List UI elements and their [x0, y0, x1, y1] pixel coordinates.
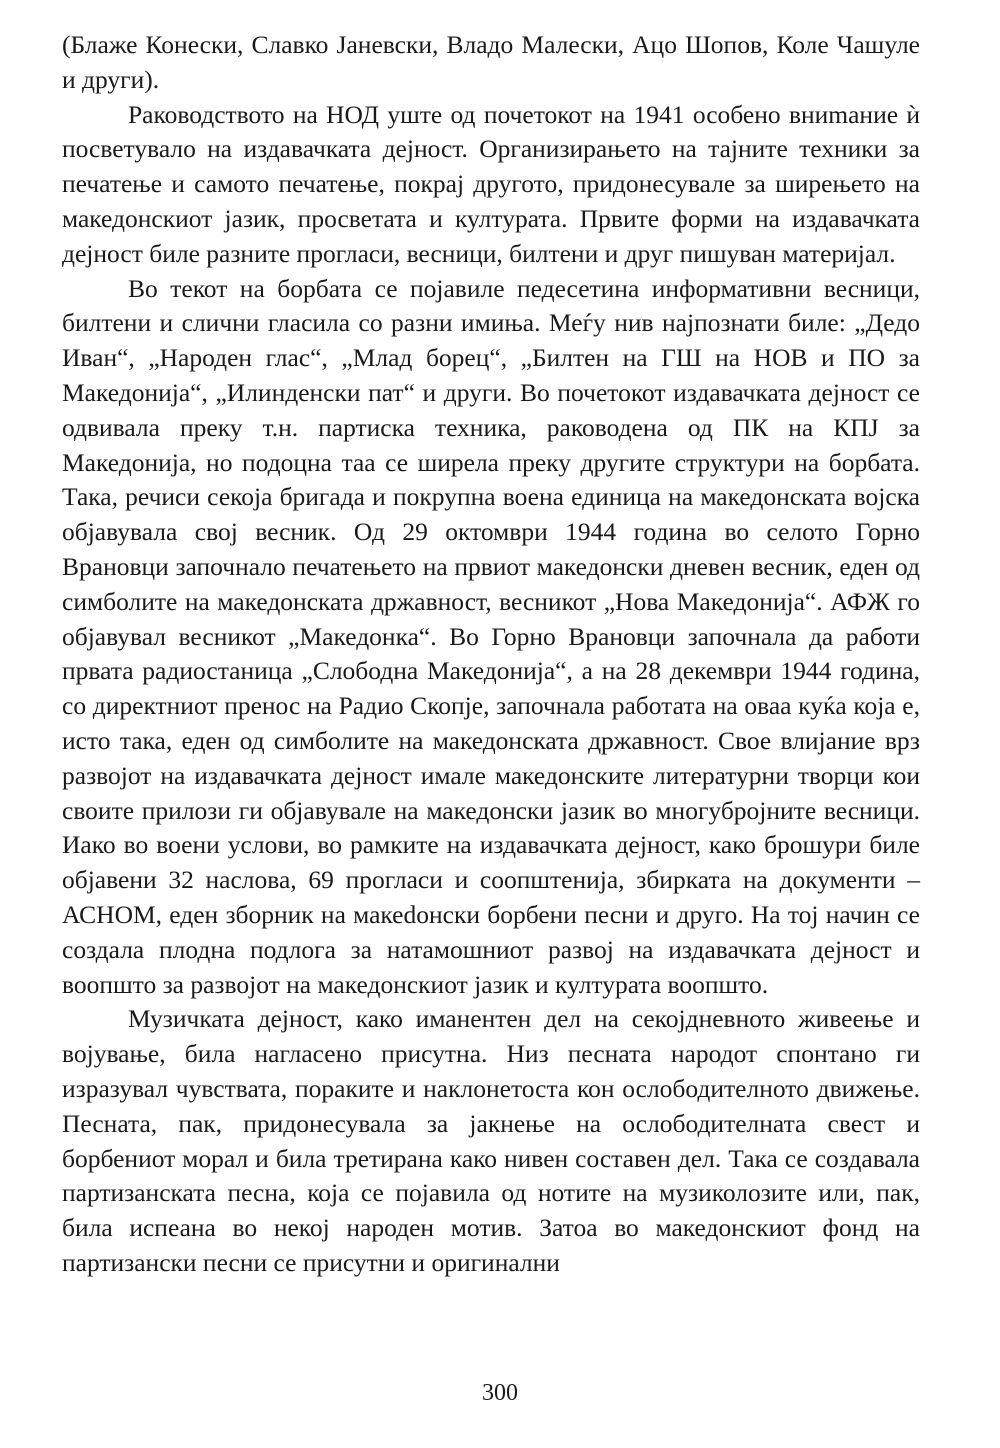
paragraph-publishing-activity: Раководството на НОД уште од почетокот на 1941 особено вниmание ѝ посветувало на издавачката дејност. Организирањето на тајните техники за печатење и самото печатење, покрај другото, придонесувале за ширењето на македонскиот јазик, просветата и културата. Првите форми на издавачката дејност биле разните прогласи, весници, билтени и друг пишуван материјал.	[62, 99, 920, 268]
page-number: 300	[482, 1380, 518, 1406]
page-body	[62, 28, 920, 1281]
paragraph-music-activity: Музичката дејност, како иманентен дел на секојдневното живеење и војување, била нагласено присутна. Низ песната народот спонтано ги изразувал чувствата, пораките и наклонетоста кон ослободителното движење. Песната, пак, придонесувала за јакнење на ослободителната свест и борбениот морал и била третирана како нивен составен дел. Така се создавала партизанската песна, која се појавила од нотите на музиколозите или, пак, била испеана во некој народен мотив. Затоа во македонскиот фонд на партизански песни се присутни и оригинални	[62, 1004, 920, 1277]
paragraph-continuation: (Блаже Конески, Славко Јаневски, Владо Малески, Ацо Шопов, Коле Чашуле и други).	[62, 30, 920, 94]
paragraph-newspapers: Во текот на борбата се појавиле педесетина информативни весници, билтени и слични гласила со разни имиња. Меѓу нив најпознати биле: „Дедо Иван“, „Народен глас“, „Млад борец“, „Билтен на ГШ на НОВ и ПО за Македонија“, „Илинденски пат“ и други. Во почетокот издавачката дејност се одвивала преку т.н. партиска техника, раководена од ПК на КПЈ за Македонија, но подоцна таа се ширела преку другите структури на борбата. Така, речиси секоја бригада и покрупна воена единица на македонската војска објавувала свој весник. Од 29 октомври 1944 година во селото Горно Врановци започнало печатењето на првиот македонски дневен весник, еден од симболите на македонската државност, весникот „Нова Македонија“. АФЖ го објавувал весникот „Македонка“. Во Горно Врановци започнала да работи првата радиостаница „Слободна Македонија“, а на 28 декември 1944 година, со директниот пренос на Радио Скопје, започнала работата на оваа куќа која е, исто така, еден од симболите на македонската државност. Свое влијание врз развојот на издавачката дејност имале македонските литературни творци кои своите прилози ги објавувале на македонски јазик во многубројните весници. Иако во воени услови, во рамките на издавачката дејност, како брошури биле објавени 32 наслова, 69 прогласи и соопштенија, збирката на документи – АСНОМ, еден зборник на макеdонски борбени песни и друго. На тој начин се создала плодна подлога за натамошниот развој на издавачката дејност и воопшто за развојот на македонскиот јазик и културата воопшто.	[62, 273, 920, 999]
